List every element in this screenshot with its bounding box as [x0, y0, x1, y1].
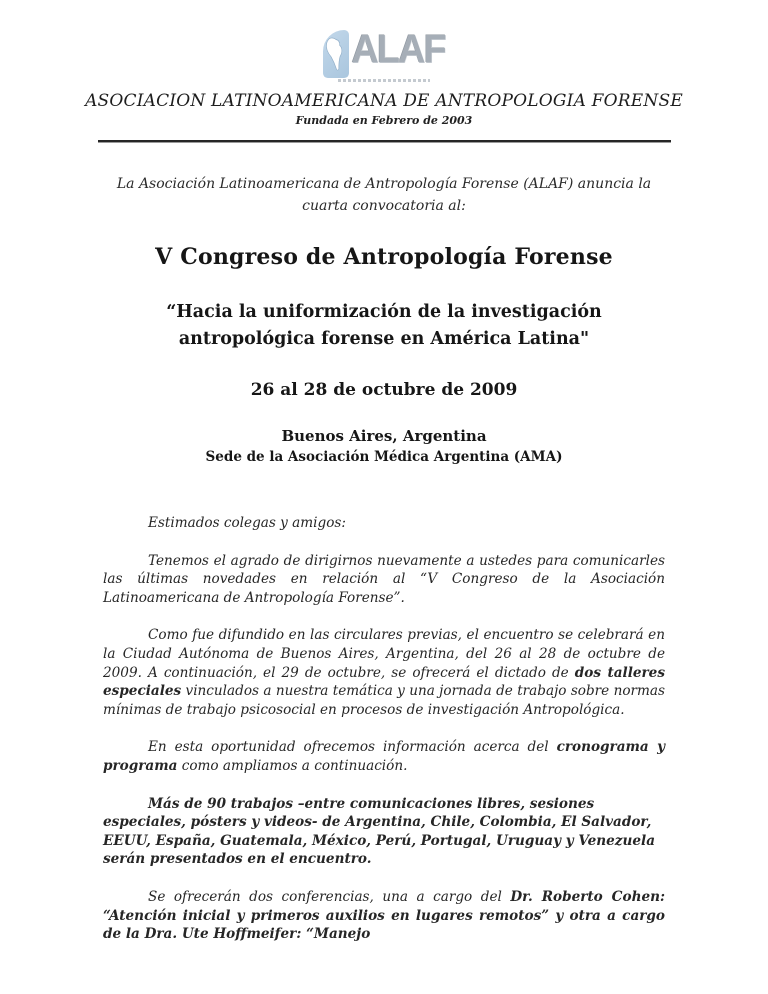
event-title: V Congreso de Antropología Forense — [155, 244, 613, 270]
letter-paragraph: Como fue difundido en las circulares previas, el encuentro se celebrará en la Ciudad Autónoma de Buenos Aires, Argentina, del 26 al 28 de octubre de 2009. A continuación, el 29 de octubre, se ofrecerá el dictado de dos talleres especiales vinculados a nuestra temática y una jornada de trabajo sobre normas mínimas de trabajo psicosocial en procesos de investigación Antropológica. — [103, 627, 665, 718]
header-divider — [98, 140, 671, 143]
org-name-heading: ASOCIACION LATINOAMERICANA DE ANTROPOLOGIA FORENSE — [85, 91, 683, 111]
announcement-text: La Asociación Latinoamericana de Antropología Forense (ALAF) anuncia la cuarta convocatoria al: — [116, 176, 652, 214]
letter-salutation: Estimados colegas y amigos: — [148, 515, 346, 531]
alaf-logo — [324, 28, 444, 82]
letter-paragraph: Tenemos el agrado de dirigirnos nuevamente a ustedes para comunicarles las últimas novedades en relación al “V Congreso de la Asociación Latinoamericana de Antropología Forense”. — [103, 552, 665, 606]
event-venue: Sede de la Asociación Médica Argentina (AMA) — [205, 449, 563, 465]
letter-paragraph: Se ofrecerán dos conferencias, una a cargo del Dr. Roberto Cohen: “Atención inicial y primeros auxilios en lugares remotos” y otra a cargo de la Dra. Ute Hoffmeifer: “Manejo — [103, 888, 666, 943]
founded-line: Fundada en Febrero de 2003 — [295, 114, 473, 127]
south-america-map-icon — [323, 30, 349, 78]
letter-paragraph: En esta oportunidad ofrecemos información acerca del cronograma y programa como ampliamos a continuación. — [103, 739, 665, 774]
event-theme: “Hacia la uniformización de la investigación antropológica forense en América Latina" — [166, 302, 602, 349]
letter-paragraphs — [103, 552, 665, 944]
event-dates: 26 al 28 de octubre de 2009 — [250, 380, 518, 400]
event-city: Buenos Aires, Argentina — [281, 427, 487, 445]
letter-paragraph: Más de 90 trabajos –entre comunicaciones libres, sesiones especiales, pósters y videos- de Argentina, Chile, Colombia, El Salvador, EEUU, España, Guatemala, México, Perú, Portugal, Uruguay y Venezuela serán presentados en el encuentro. — [103, 795, 656, 868]
logo-tagline — [338, 79, 430, 82]
letter-body — [103, 514, 665, 944]
alaf-logo-text: ALAF — [351, 27, 445, 73]
